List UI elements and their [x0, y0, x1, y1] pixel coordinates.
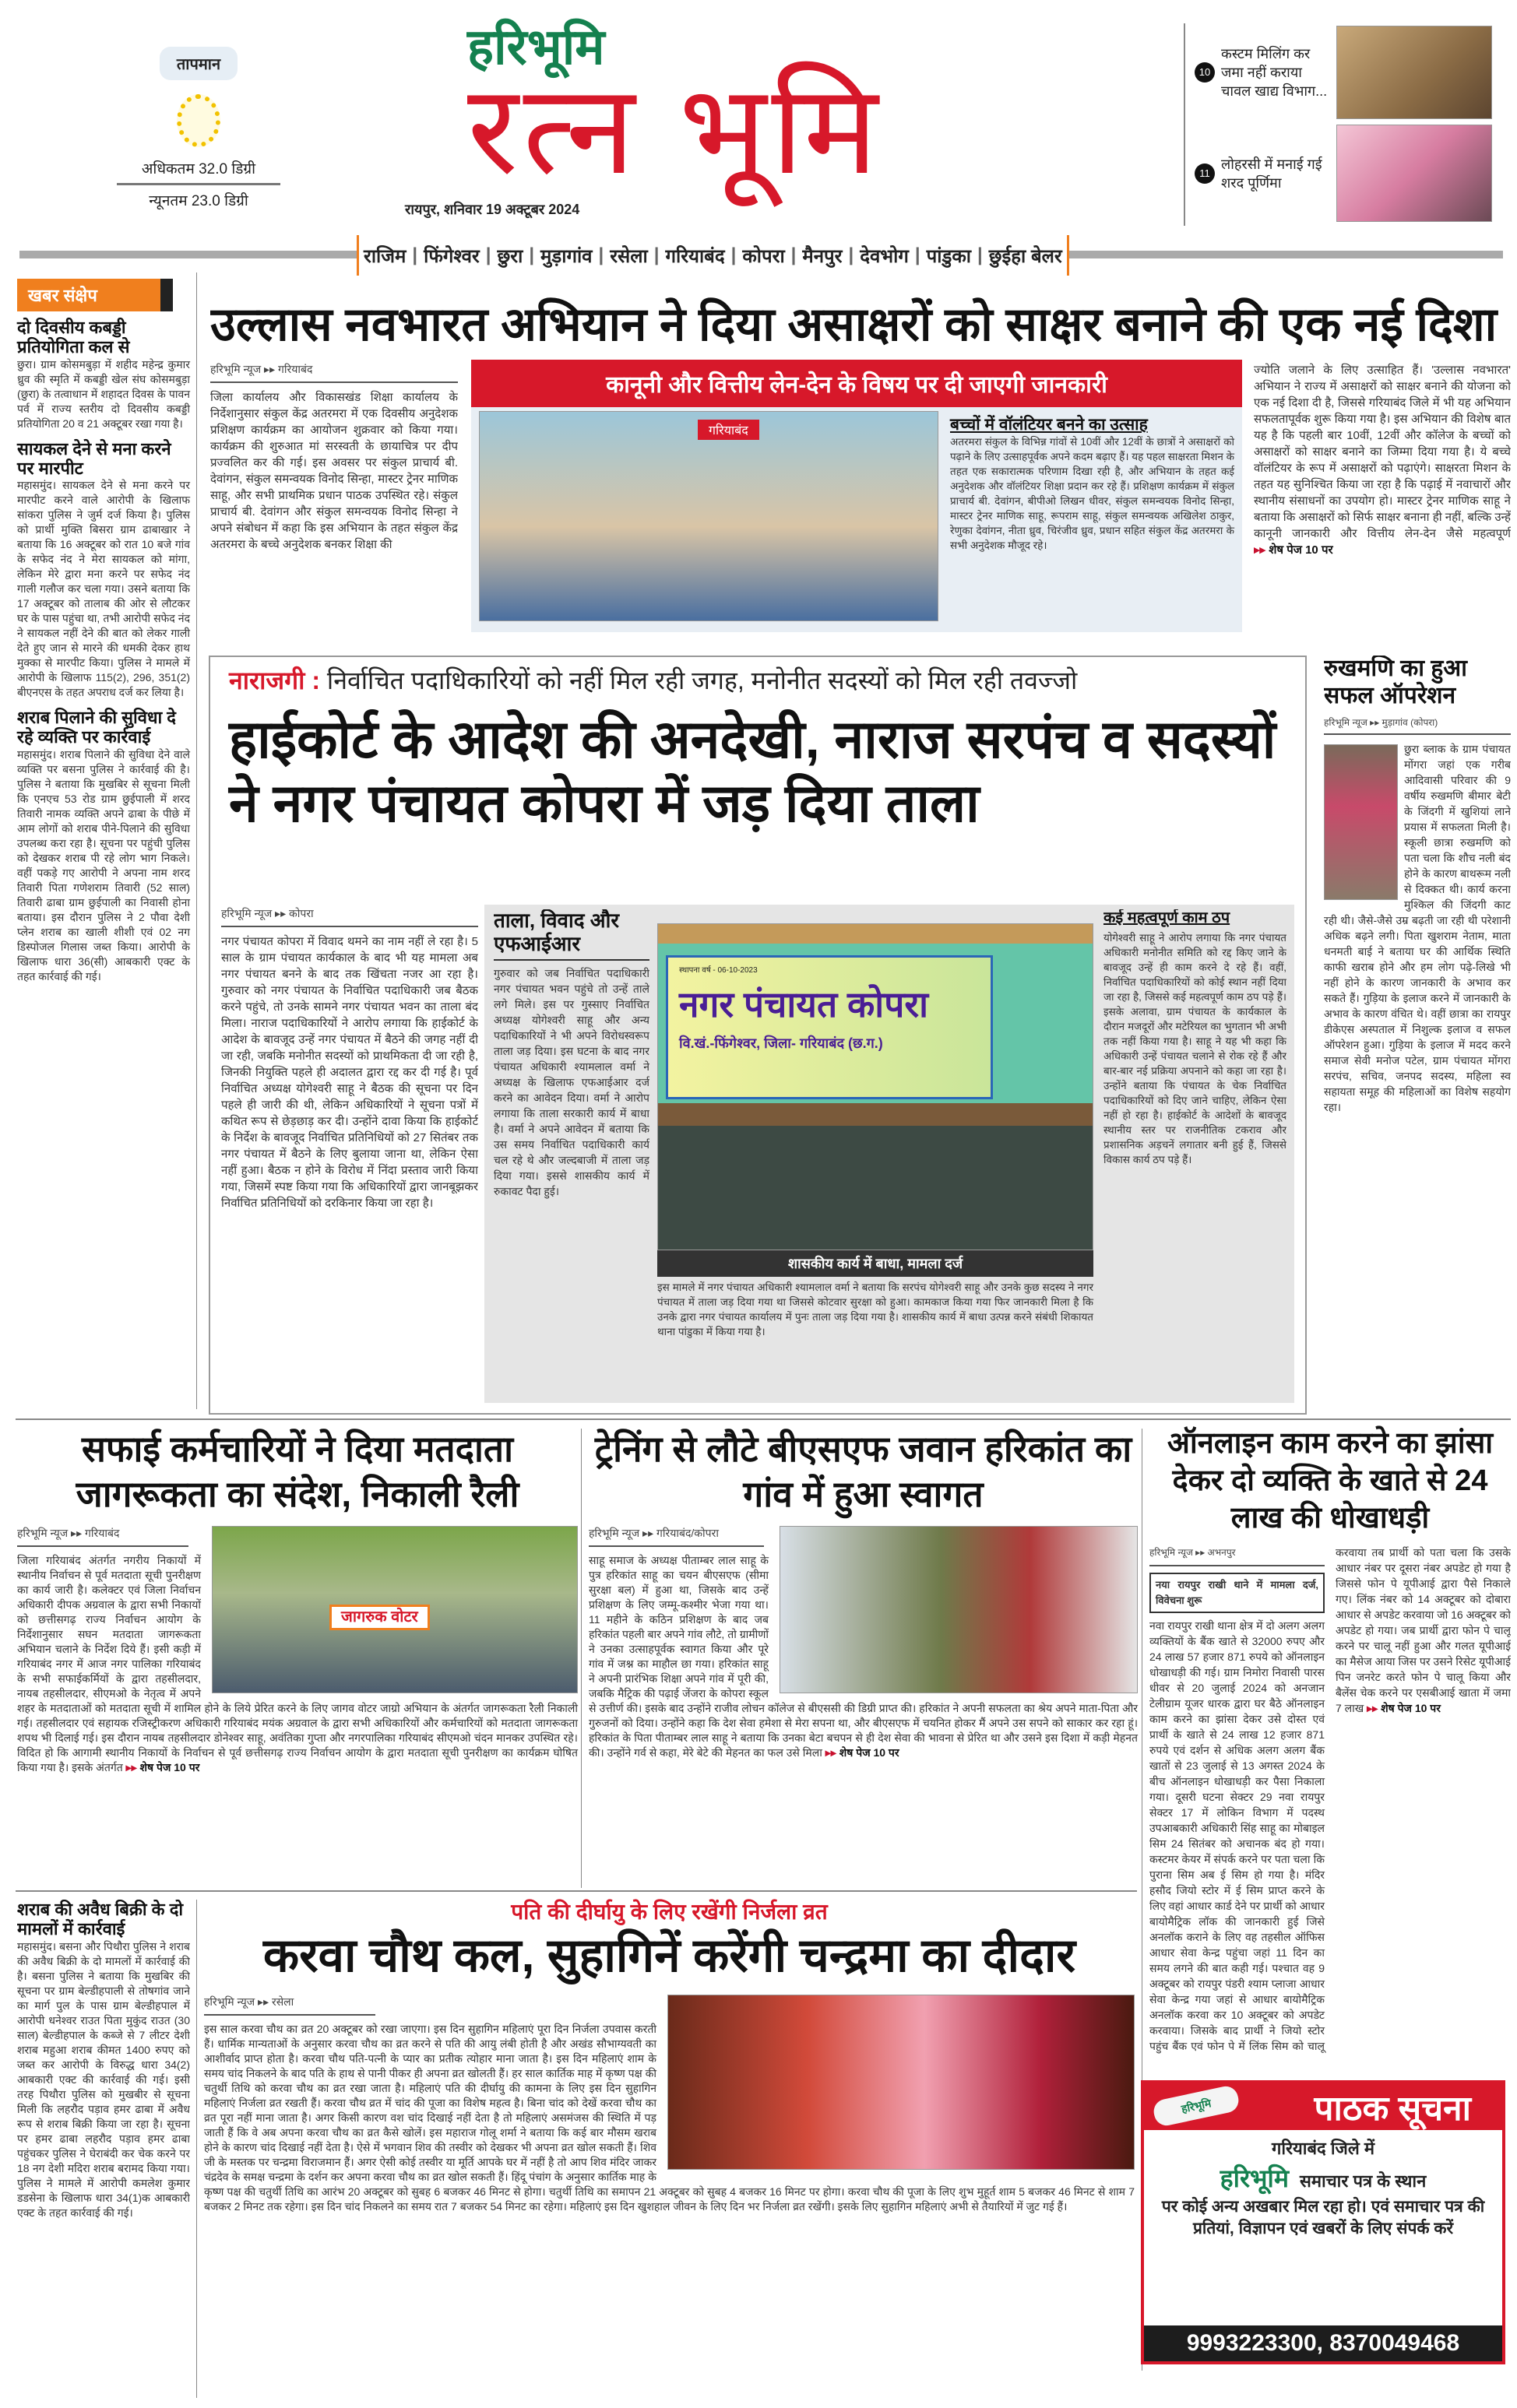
story5-headline: ट्रेनिंग से लौटे बीएसएफ जवान हरिकांत का गांव में हुआ स्वागत [594, 1429, 1132, 1514]
story4-text: जिला गरियाबंद अंतर्गत नगरीय निकायों में स्थानीय निर्वाचन से पूर्व मतदाता सूची पुनरीक्षण का कार्य जारी है। कलेक्टर एवं जिला निर्वाचन अधिकारी दीपक अग्रवाल के द्वारा सभी निकायों को छत्तीसगढ़ राज्य निर्वाचन आयोग के निर्देशानुसार सघन मतदाता जागरूकता अभियान चलाने के निर्देश दिये हैं। इसी कड़ी में गरियाबंद नगर में आज नगर पालिका गरियाबंद के सभी सफाईकर्मियों के द्वारा तहसीलदार, नायब तहसीलदार, सीएमओ के नेतृत्व में अपने शहर के मतदाताओं को मतदाता सूची में शामिल होने के लिये प्रेरित करने के लिए जागव वोटर जाग्रो अभियान के अंतर्गत जागरूकता रैली निकाली गई। तहसीलदार एवं सहायक रजिस्ट्रीकरण अधिकारी गरियाबंद मयंक अग्रवाल के द्वारा सभी अधिकारियों और कर्मचारियों को मतदाता जागरूकता शपथ भी दिलाई गई। इस दौरान नायब तहसीलदार डोनेश्वर साहू, अवंतिका गुप्ता और नगरपालिका गरियाबंद सीएमओ चंदन मानकर उपस्थित रहे। विदित हो कि आगामी स्थानीय निकायों के निर्वाचन से पूर्व छत्तीसगढ़ राज्य निर्वाचन आयोग के द्वारा मतदाता सूची पुनरीक्षण का कार्यक्रम घोषित किया गया है। इसके अंतर्गत [17, 1554, 578, 1773]
brand-logo: हरिभूमि [467, 19, 605, 75]
continued-text: शेष पेज 10 पर [1269, 543, 1333, 557]
continued-link[interactable]: ▸▸ शेष पेज 10 पर [125, 1761, 200, 1773]
nav-item[interactable]: मैनपुर [802, 245, 843, 267]
box-body: योगेश्वरी साहू ने आरोप लगाया कि नगर पंचायत अधिकारी मनोनीत समिति को रद्द किए जाने के बावजूद उन्हें ही काम करने दे रहे हैं। वहीं, निर्वाचित पदाधिकारियों को कोई स्थान नहीं दिया जा रहा है, जिससे कई महत्वपूर्ण काम ठप पड़े हैं। इसके अलावा, ग्राम पंचायत के कार्यकाल के दौरान मजदूरों और मटेरियल का भुगतान भी अभी तक नहीं किया गया है। साहू ने यह भी कहा कि अधिकारी उन्हें पंचायत चलाने से रोक रहे हैं और बार-बार नई प्रक्रिया अपनाने को कहा जा रहा है। उन्होंने बताया कि पंचायत के चेक निर्वाचित पदाधिकारियों को दिए जाने चाहिए, लेकिन ऐसा नहीं हो रहा है। हाईकोर्ट के आदेशों के बावजूद स्थानीय स्तर पर राजनीतिक टकराव और प्रशासनिक अड़चनें लगातार बनी हुई हैं, जिससे विकास कार्य ठप पड़े हैं। [1103, 932, 1286, 1165]
teaser-item[interactable] [1185, 23, 1511, 121]
nav-separator: | [529, 244, 535, 265]
box-title: कई महत्वपूर्ण काम ठप [1103, 909, 1230, 926]
story6 [1149, 1425, 1511, 2071]
story2-feature [484, 905, 1294, 1403]
reader-notice-ad[interactable] [1141, 2080, 1505, 2364]
byline: हरिभूमि न्यूज ▸▸ रसेला [204, 1995, 375, 2016]
feature-banner: कानूनी और वित्तीय लेन-देन के विषय पर दी जाएगी जानकारी [471, 360, 1242, 407]
byline: हरिभूमि न्यूज ▸▸ गरियाबंद [17, 1526, 188, 1547]
story6-body [1149, 1545, 1511, 2058]
story5 [589, 1426, 1138, 1760]
brief-body: महासमुंद। सायकल देने से मना करने पर मारपीट करने वाले आरोपी के खिलाफ सांकरा पुलिस ने जुर्म दर्ज किया है। पुलिस को प्रार्थी मुक्ति बिसरा ग्राम ढाबाखार ने बताया कि 16 अक्टूबर को रात 10 बजे गांव के सफेद नंद ने मेरा सायकल को मांगा, लेकिन मेरे द्वारा मना करने पर सफेद नंद गाली गलौज कर चला गया। उसने बताया कि 17 अक्टूबर को तालाब की ओर से लौटकर घर के पास पहुंचा था, तभी आरोपी सफेद नंद ने सायकल नहीं देने की बात को लेकर गाली देते हुए जान से मारने की धमकी देकर हाथ मुक्का से मारपीट किया। पुलिस ने मामले में आरोपी के खिलाफ 115(2), 296, 351(2) बीएनएस के तहत अपराध दर्ज कर लिया है। [17, 479, 190, 699]
ad-line: समाचार पत्र के स्थान [1299, 2171, 1427, 2191]
story1-body-cont [1254, 362, 1511, 558]
ad-line: गरियाबंद जिले में [1271, 2139, 1375, 2158]
teaser-text: लोहरसी में मनाई गई शरद पूर्णिमा [1221, 156, 1322, 191]
inset-box: नया रायपुर राखी थाने में मामला दर्ज, विवेचना शुरू [1149, 1573, 1325, 1613]
section-rule [16, 1890, 1137, 1892]
brief-body: महासमुंद। बसना और पिथौरा पुलिस ने शराब की अवैध बिक्री के दो मामलों में कार्रवाई की है। बसना पुलिस ने बताया कि मुखबिर की सूचना पर ग्राम बेल्डीहपाली से तोषगांव जाने का मार्ग पुल के पास ग्राम बेल्डीहपाल में आरोपी धनेश्वर राउत पिता मुकुंद राउत (30 साल) बेल्डीहपाल के कब्जे से 7 लीटर देशी शराब महुआ शराब कीमत 1400 रुपए को जब्त कर आरोपी के विरुद्ध धारा 34(2) आबकारी एक्ट की कार्रवाई की गई। इसी तरह पिथौरा पुलिस को मुखबीर से सूचना मिली कि लहरौद पड़ाव हमर ढाबा में अवैध रूप से शराब बिक्री किया जा रहा है। सूचना पर हमर ढाबा लहरौद पड़ाव हमर ढाबा पहुंचकर पुलिस ने घेराबंदी कर चेक करने पर 18 नग देशी मदिरा शराब बरामद किया गया। पुलिस ने मामले में आरोपी कमलेश कुमार डडसेना के खिलाफ धारा 34(1)क आबकारी एक्ट के तहत कार्रवाई की गई। [17, 1939, 190, 2219]
nav-item[interactable]: कोपरा [742, 245, 785, 267]
continued-link[interactable]: ▸▸ शेष पेज 10 पर [825, 1746, 899, 1759]
brief-body: महासमुंद। शराब पिलाने की सुविधा देने वाले व्यक्ति पर बसना पुलिस ने कार्रवाई की है। पुलिस ने बताया कि मुखबिर से सूचना मिली कि एनएच 53 रोड ग्राम छुईपाली में शरद तिवारी नामक व्यक्ति अपने ढाबा के पीछे में आम लोगों को शराब पीने-पिलाने की सुविधा उपलब्ध करा रहा है। सूचना पर पहुंची पुलिस को देखकर शराब पी रहे लोग भाग निकले। वहीं पकड़े गए आरोपी ने अपना नाम शरद तिवारी पिता गणेशराम तिवारी (52 साल) तिवारी ढाबा ग्राम छुईपाली का निवासी होना बताया। इस दौरान पुलिस ने 2 पौवा देशी प्लेन शराब का खाली शीशी एवं 02 नग डिस्पोजल गिलास जब्त किया। आरोपी के खिलाफ धारा 36(सी) आबकारी एक्ट के तहत कार्रवाई की गई। [17, 747, 190, 983]
nav-item[interactable]: पांडुका [926, 245, 971, 267]
side-box [494, 909, 649, 1392]
column-divider [581, 1429, 582, 1888]
byline: हरिभूमि न्यूज ▸▸ गरियाबंद [210, 362, 458, 383]
sign-year: स्थापना वर्ष - 06-10-2023 [679, 966, 758, 975]
story2-headline: हाईकोर्ट के आदेश की अनदेखी, नाराज सरपंच व सदस्यों ने नगर पंचायत कोपरा में जड़ दिया ताला [229, 710, 1276, 833]
side-title: ताला, विवाद और एफआईआर [494, 909, 649, 961]
column-divider [196, 272, 197, 1409]
ad-brand: हरिभूमि [1220, 2164, 1289, 2192]
newspaper-roll-icon: हरिभूमि [1152, 2084, 1241, 2128]
page-number-badge: 11 [1195, 163, 1215, 184]
weather-min: न्यूनतम 23.0 डिग्री [149, 193, 248, 209]
nav-separator: | [598, 244, 604, 265]
story2-main [221, 906, 478, 1404]
brief-item [17, 318, 190, 431]
story5-text: साहू समाज के अध्यक्ष पीताम्बर लाल साहू के पुत्र हरिकांत साहू का चयन बीएसएफ (सीमा सुरक्षा बल) में हुआ था, जिसके बाद उन्हें प्रशिक्षण के लिए जम्मू-कश्मीर भेजा गया था। 11 महीने के कठिन प्रशिक्षण के बाद जब हरिकांत पहली बार अपने गांव लौटे, तो ग्रामीणों ने उनका उत्साहपूर्वक स्वागत किया और पूरे गांव में जश्न का माहौल छा गया। हरिकांत साहू ने अपनी प्रारंभिक शिक्षा अपने गांव में पूरी की, जबकि मैट्रिक की पढ़ाई जेंजरा के कोपरा स्कूल से उत्तीर्ण की। इसके बाद उन्होंने राजीव लोचन कॉलेज से बीएससी की डिग्री प्राप्त की। हरिकांत ने अपनी सफलता का श्रेय अपने माता-पिता और गुरुजनों को दिया। उन्होंने कहा कि देश सेवा हमेशा से मेरा सपना था, और बीएसएफ में चयनित होकर मैं अपने उस सपने को साकार कर रहा हूं। हरिकांत के पिता पीताम्बर लाल साहू ने बताया कि उनका बेटा बचपन से ही देश सेवा की भावना से प्रेरित था और उसने इस दिशा में कड़ी मेहनत की। उन्होंने गर्व से कहा, मेरे बेटे की मेहनत का फल उसे मिला [589, 1554, 1138, 1759]
story3-body: छुरा ब्लाक के ग्राम पंचायत मोंगरा जहां एक गरीब आदिवासी परिवार की 9 वर्षीय रुखमणि बीमार बेटी के जिंदगी में खुशियां लाने प्रयास में सफलता मिली है। स्कूली छात्रा रुखमणि को पता चला कि शौच नली बंद होने के कारण बाथरूम नली से दिक्कत थी। कार्य करना मुश्किल की जिंदगी काट रही थी। जैसे-जैसे उम्र बढ़ती जा रही थी परेशानी अधिक बढ़ने लगी। पिता खुशराम नेताम, माता धनमती बाई ने बताया घर की आर्थिक स्थिति काफी खराब होने और हम लोग पढ़े-लिखे भी नहीं होने के कारण जानकारी के अभाव कर सकते हैं। गुड़िया के इलाज करने में जानकारी के अभाव के कारण वंचित थे। वहीं छात्रा का रायपुर डीकेएस अस्पताल में निशुल्क इलाज व सफल ऑपरेशन हुआ। गुड़िया के इलाज में मदद करने समाज सेवी मनोज पटेल, ग्राम पंचायत मोंगरा सरपंच, सचिव, जनपद सदस्य, महिला स्व सहायता समूह की महिलाओं का विशेष सहयोग रहा। [1324, 743, 1511, 1113]
brief-item [17, 439, 190, 701]
teaser-item[interactable] [1185, 121, 1511, 226]
story3-headline: रुखमणि का हुआ सफल ऑपरेशन [1324, 656, 1467, 708]
nav-item[interactable]: फिंगेश्वर [424, 245, 480, 267]
brief-column [17, 279, 190, 1415]
brief-item [17, 1900, 190, 2402]
story3 [1324, 656, 1511, 1415]
story2-box [209, 656, 1307, 1415]
continued-text: शेष पेज 10 पर [139, 1761, 200, 1773]
story2-body: नगर पंचायत कोपरा में विवाद थमने का नाम नहीं ले रहा है। 5 साल के ग्राम पंचायत कार्यकाल के बाद भी यह मामला अब नगर पंचायत बनने के बाद तक खिंचता नजर आ रहा है। गुरुवार को नगर पंचायत के निर्वाचित पदाधिकारी जब बैठक करने पहुंचे, तो उनके सामने नगर पंचायत भवन का ताला बंद मिला। नाराज पदाधिकारियों ने आरोप लगाया कि हाईकोर्ट के आदेश के बावजूद उन्हें नगर पंचायत में बैठने की जगह नहीं दी जा रही, जबकि मनोनीत सदस्यों को प्राथमिकता दी जा रही है, जिनकी नियुक्ति पहले ही अदालत द्वारा रद्द कर दी गई है। पूर्व निर्वाचित अध्यक्ष योगेश्वरी साहू ने बैठक की सूचना पर दिन पहले ही जारी की थी, लेकिन अधिकारियों ने सूचना पत्रों में कथित रूप से छेड़छाड़ कर दी। उन्होंने दावा किया कि हाईकोर्ट के निर्देश के बावजूद निर्वाचित प्रतिनिधियों को 27 सितंबर तक नगर पंचायत में बैठने के लिए बुलाया जाना था, लेकिन ऐसा नहीं हुआ। बैठक न होने के विरोध में निंदा प्रस्ताव जारी किया गया, जिसमें स्पष्ट किया गया कि अधिकारियों द्वारा जानबूझकर निर्वाचित प्रतिनिधियों को दरकिनार किया जा रहा है। [221, 935, 478, 1210]
sun-icon [177, 94, 220, 147]
photo-signboard [666, 955, 993, 1099]
nav-separator: | [653, 244, 660, 265]
story1-body: जिला कार्यालय और विकासखंड शिक्षा कार्यालय के निर्देशानुसार संकुल केंद्र अतरमरा में एक दिवसीय अनुदेशक प्रशिक्षण कार्यक्रम का आयोजन शुक्रवार को किया गया। कार्यक्रम की शुरुआत मां सरस्वती के छायाचित्र पर दीप प्रज्वलित कर की गई। इस अवसर पर संकुल प्राचार्य बी. देवांगन, संकुल समन्वयक विनोद सिन्हा, मास्टर ट्रेनर माणिक साहू, और सभी प्राथमिक प्रधान पाठक उपस्थित रहे। संकुल प्राचार्य बी. देवांगन और संकुल समन्वयक विनोद सिन्हा ने अपने संबोधन में कहा कि इस अभियान के तहत संकुल केंद्र अतरमरा के बच्चे अनुदेशक बनकर शिक्षा की [210, 391, 458, 551]
story5-body [589, 1526, 1138, 1760]
soldier-photo [780, 1526, 1138, 1693]
ad-title: पाठक सूचना [1314, 2090, 1471, 2128]
ad-header [1144, 2083, 1502, 2130]
brief-title: सायकल देने से मना करने पर मारपीट [17, 438, 171, 478]
story1-headline: उल्लास नवभारत अभियान ने दिया असाक्षरों को साक्षर बनाने की एक नई दिशा [210, 298, 1498, 350]
story1-feature [471, 360, 1242, 632]
nagar-panchayat-photo [657, 923, 1093, 1250]
brief-title: शराब की अवैध बिक्री के दो मामलों में कार्रवाई [17, 1900, 184, 1939]
side-body: गुरुवार को जब निर्वाचित पदाधिकारी नगर पंचायत भवन पहुंचे तो उन्हें ताले लगे मिले। इस पर गुस्साए निर्वाचित अध्यक्ष योगेश्वरी साहू और अन्य पदाधिकारियों ने भी अपने विरोधस्वरूप ताला जड़ दिया। इस घटना के बाद नगर पंचायत अधिकारी श्यामलाल वर्मा ने अध्यक्ष के खिलाफ एफआईआर दर्ज करने का आवेदन दिया। वर्मा ने आरोप लगाया कि ताला सरकारी कार्य में बाधा है। वर्मा ने अपने आवेदन में बताया कि उस समय निर्वाचित पदाधिकारी कार्य चल रहे थे और जल्दबाजी में ताला जड़ दिया गया। इससे शासकीय कार्य में रुकावट पैदा हुई। [494, 966, 649, 1197]
nav-separator: | [914, 244, 920, 265]
box-body: अतरमरा संकुल के विभिन्न गांवों से 10वीं और 12वीं के छात्रों ने असाक्षरों को पढ़ाने के लिए उत्साहपूर्वक अपने कदम बढ़ाए हैं। यह पहल साक्षरता मिशन के तहत एक सकारात्मक परिणाम दिखा रही है, और अभियान के तहत कई अनुदेशक और वॉलंटियर शिक्षा प्रदान कर रहे हैं। प्रशिक्षण कार्यक्रम में संकुल प्राचार्य बी. देवांगन, बीपीओ लिखन धीवर, संकुल समन्वयक विनोद सिन्हा, मास्टर ट्रेनर माणिक साहू, रूपराम साहू, संकुल समन्वयक अखिलेश ठाकुर, रेणुका देवांगन, नीता ध्रुव, चिरंजीव ध्रुव, प्रधान सहित संकुल केंद्र अतरमरा के सभी अनुदेशक मौजूद रहे। [950, 436, 1234, 552]
brief-label: खबर संक्षेप [17, 279, 173, 311]
story7-text: इस साल करवा चौथ का व्रत 20 अक्टूबर को रखा जाएगा। इस दिन सुहागिन महिलाएं पूरा दिन निर्जला उपवास करती हैं। धार्मिक मान्यताओं के अनुसार करवा चौथ का व्रत करने से पति की आयु लंबी होती है और अखंड सौभाग्यवती का आशीर्वाद प्राप्त होता है। करवा चौथ पति-पत्नी के प्यार का प्रतीक त्योहार माना जाता है। इस दिन महिलाएं शाम के समय चांद निकलने के बाद पति के हाथ से पानी पीकर ही अपना व्रत खोलती हैं। हर साल कार्तिक माह में कृष्ण पक्ष की चतुर्थी तिथि को करवा चौथ का व्रत रखा जाता है। महिलाएं पति की दीर्घायु की कामना के लिए इस दिन सुहागिन महिलाएं निर्जला व्रत रखती हैं। करवा चौथ व्रत में चांद की पूजा का विशेष महत्व है। बिना चांद को देखें करवा चौथ का व्रत पूरा नहीं माना जाता है। अगर किसी कारण वश चांद दिखाई नहीं देता है तो महिलाएं असमंजस की स्थिति में पड़ जाती हैं कि वे अब अपना करवा चौथ का व्रत कैसे खोलें। इस महाराज गोलू शर्मा ने बताया कि कई बार मौसम खराब होने के कारण चांद दिखाई नहीं देता है। ऐसे में भगवान शिव की तस्वीर को देखकर भी अपना व्रत खोल सकती हैं। शिव जी के मस्तक पर चन्द्रमा विराजमान हैं। अगर ऐसी कोई तस्वीर या मूर्ति आपके घर में नहीं है तो आप शिव मंदिर जाकर चंद्रदेव के समक्ष चन्द्रमा के दर्शन कर अपना करवा चौथ का व्रत खोल सकती हैं। हिंदू पंचांग के अनुसार कार्तिक माह के कृष्ण पक्ष की चतुर्थी तिथि का आरंभ 20 अक्टूबर को सुबह 6 बजकर 46 मिनट से होगा। चतुर्थी तिथि का समापन 21 अक्टूबर को सुबह 4 बजकर 16 मिनट पर होगा। करवा चौथ की पूजा के लिए शुभ मुहूर्त शाम 5 बजकर 46 मिनट से शाम 7 बजकर 2 मिनट तक रहेगा। इस दिन चांद निकलने का समय रात 7 बजकर 54 मिनट का रहेगा। महिलाएं इस दिन खुशहाल जीवन के लिए दिन भर निर्जला व्रत रखेंगी। इसके लिए सुहागिन महिलाएं अभी से तैयारियों में जुट गई हैं। [204, 2023, 1135, 2213]
byline: हरिभूमि न्यूज ▸▸ अभनपुर [1149, 1545, 1325, 1566]
continued-link[interactable]: ▸▸ शेष पेज 10 पर [1254, 543, 1333, 557]
nav-separator: | [848, 244, 854, 265]
brief-item [17, 708, 190, 984]
page-number-badge: 10 [1195, 62, 1215, 83]
story7-kicker: पति की दीर्घायु के लिए रखेंगी निर्जला व्रत [511, 1900, 828, 1924]
column-divider [196, 1900, 197, 2398]
ad-line: पर कोई अन्य अखबार मिल रहा हो। एवं समाचार पत्र की प्रतियां, विज्ञापन एवं खबरों के लिए संपर्क करें [1161, 2198, 1485, 2238]
weather-label: तापमान [160, 47, 238, 80]
story1-photo-training [479, 411, 938, 621]
continued-link[interactable]: ▸▸ शेष पेज 10 पर [1367, 1702, 1441, 1714]
story1-text: ज्योति जलाने के लिए उत्साहित हैं। 'उल्लास नवभारत' अभियान ने राज्य में असाक्षरों को साक्षर बनाने की योजना को एक नई दिशा दी है, जिससे गरियाबंद जिले में भी यह अभियान सफलतापूर्वक शुरू किया गया है। इस अभियान की विशेष बात यह है कि पहली बार 10वीं, 12वीं और कॉलेज के बच्चों को असाक्षरों को साक्षर बनाने का जिम्मा दिया गया है। ये बच्चे वॉलंटियर के रूप में असाक्षरों को पढ़ाएंगे। साक्षरता मिशन के तहत यह सुनिश्चित किया जा रहा है कि पढ़ाई में नवाचारों और स्थानीय संसाधनों का उपयोग हो। मास्टर ट्रेनर माणिक साहू ने बताया कि असाक्षरों को सिर्फ साक्षर बनाना ही नहीं, बल्कि उन्हें कानूनी जानकारी और वित्तीय लेन-देन जैसे महत्वपूर्ण [1254, 364, 1511, 540]
nav-separator: | [485, 244, 491, 265]
teasers [1184, 23, 1511, 226]
kicker-label: नाराजगी : [229, 666, 321, 694]
story4-headline: सफाई कर्मचारियों ने दिया मतदाता जागरूकता का संदेश, निकाली रैली [76, 1429, 519, 1514]
sign-title: नगर पंचायत कोपरा [679, 984, 929, 1025]
continued-text: शेष पेज 10 पर [1381, 1702, 1441, 1714]
teaser-photo-celebration [1336, 125, 1492, 222]
brief-body: छुरा। ग्राम कोसमबुड़ा में शहीद महेन्द्र कुमार ध्रुव की स्मृति में कबड्डी खेल संघ कोसमबुड़ा (छुरा) के तत्वाधान में शहादत दिवस के पावन पर्व में राज्य स्तरीय दो दिवसीय कबड्डी प्रतियोगिता 20 व 21 अक्टूबर रखा गया है। [17, 357, 190, 430]
nav-item[interactable]: देवभोग [860, 245, 909, 267]
byline: हरिभूमि न्यूज ▸▸ कोपरा [221, 906, 478, 927]
nav-item[interactable]: गरियाबंद [665, 245, 725, 267]
story6-text: नवा रायपुर राखी थाना क्षेत्र में दो अलग अलग व्यक्तियों के बैंक खाते से 32000 रुपए और 24 लाख 57 हजार 871 रुपये को ऑनलाइन धोखाधड़ी की गई। ग्राम निमोरा निवासी पारस धीवर से 20 जुलाई 2024 को अनजान टेलीग्राम यूजर धारक द्वारा घर बैठे ऑनलाइन काम करने का झांसा देकर उसे दोस्त एवं प्रार्थी के खाते से 24 लाख 12 हजार 871 रुपये एवं दर्शन से अधिक अलग अलग बैंक खातों से 23 जुलाई से 13 अगस्त 2024 के बीच ऑनलाइन धोखाधड़ी कर पैसा निकाला गया। दूसरी घटना सेक्टर 29 नवा रायपुर सेक्टर 17 में लोकिन विभाग में पदस्थ उपआबकारी अधिकारी सिंह साहू का मोबाइल सिम 24 सितंबर को अचानक बंद हो गया। कस्टमर केयर में संपर्क करने पर पता चला कि पुराना सिम अब ई सिम हो गया है। मंदिर हसौद जियो स्टोर में ई सिम प्राप्त करने के लिए वहां आधार कार्ड देने पर प्रार्थी को आधार बायोमैट्रिक लॉक की जानकारी हुई जिसे अनलॉक कराने के लिए वह तहसील ऑफिस आधार सेवा केन्द्र पहुंचा जहां 11 दिन का समय लगने की बात कही गई। पश्चात वह 9 अक्टूबर को रायपुर पंडरी श्याम प्लाजा आधार सेवा केन्द्र गया जहां से आधार बायोमैट्रिक अनलॉक करवा कर 10 अक्टूबर को अपडेट करवाया। जिसके बाद प्रार्थी ने जियो स्टोर पहुंच बैंक एवं फोन पे में लिंक सिम को चालू करवाया तब प्रार्थी को पता चला कि उसके आधार नंबर पर दूसरा नंबर अपडेट हो गया है जिससे फोन पे यूपीआई द्वारा पैसे निकाले गए। लिंक नंबर को 14 अक्टूबर को दोबारा आधार से अपडेट करवाया जो 16 अक्टूबर को अपडेट हो गया। जब प्रार्थी द्वारा फोन पे चालू करने पर चालू नहीं हुआ और गलत यूपीआई का मैसेज आया जिस पर उसने रिसेट यूपीआई पिन जनरेट करते फोन पे चालू किया और बैलेंस चेक करने पर एसबीआई खाता में जमा 7 लाख [1149, 1546, 1511, 2052]
ad-phone-numbers: 9993223300, 8370049468 [1144, 2325, 1502, 2361]
nav-separator: | [790, 244, 797, 265]
karwa-chauth-photo [667, 1995, 1135, 2170]
sign-subtitle: वि.खं.-फिंगेश्वर, जिला- गरियाबंद (छ.ग.) [679, 1035, 883, 1051]
box-title: बच्चों में वॉलंटियर बनने का उत्साह [950, 416, 1148, 434]
ad-body [1144, 2130, 1502, 2240]
story4-body [17, 1526, 578, 1775]
weather-box [117, 47, 280, 226]
rally-banner-text: जागरुक वोटर [329, 1605, 430, 1630]
nav-item[interactable]: छुरा [497, 245, 523, 267]
story1-right [1254, 362, 1511, 635]
teaser-photo-rice-sacks [1336, 26, 1492, 119]
masthead-logo [405, 19, 1059, 230]
nav-separator: | [977, 244, 983, 265]
story7-headline: करवा चौथ कल, सुहागिनें करेंगी चन्द्रमा का दीदार [262, 1929, 1076, 1981]
byline: हरिभूमि न्यूज ▸▸ गरियाबंद/कोपरा [589, 1526, 764, 1547]
brief-title: दो दिवसीय कबड्डी प्रतियोगिता कल से [17, 318, 130, 357]
nav-item[interactable]: रसेला [610, 245, 648, 267]
kicker-text: निर्वाचित पदाधिकारियों को नहीं मिल रही जगह, मनोनीत सदस्यों को मिल रही तवज्जो [326, 666, 1078, 694]
teaser-text: कस्टम मिलिंग कर जमा नहीं कराया चावल खाद्य विभाग... [1221, 45, 1328, 99]
story4 [17, 1426, 578, 1775]
works-stalled-box [1103, 909, 1286, 1392]
byline: हरिभूमि न्यूज ▸▸ मुड़ागांव (कोपरा) [1324, 715, 1511, 735]
photo-signboard: गरियाबंद [698, 420, 759, 440]
story2-kicker [210, 657, 1305, 703]
nav-item[interactable]: राजिम [364, 245, 407, 267]
girl-photo [1324, 744, 1398, 900]
ad-brand-line [1152, 2161, 1494, 2195]
story7-body [204, 1995, 1135, 2214]
continued-text: शेष पेज 10 पर [839, 1746, 899, 1759]
nav-item[interactable]: मुड़ागांव [540, 245, 593, 267]
nav-separator: | [412, 244, 418, 265]
nav-separator: | [730, 244, 737, 265]
weather-max: अधिकतम 32.0 डिग्री [117, 158, 280, 185]
section-rule [16, 1418, 1511, 1420]
story7 [204, 1897, 1135, 2214]
story6-headline: ऑनलाइन काम करने का झांसा देकर दो व्यक्ति के खाते से 24 लाख की धोखाधड़ी [1167, 1427, 1494, 1534]
locality-nav [357, 235, 1069, 276]
rally-photo [212, 1526, 578, 1693]
nav-item[interactable]: छुईहा बेलर [988, 245, 1062, 267]
story1-left [210, 362, 458, 635]
volunteer-box [950, 416, 1234, 553]
photo-caption: शासकीय कार्य में बाधा, मामला दर्ज [657, 1250, 1093, 1277]
brief-title: शराब पिलाने की सुविधा दे रहे व्यक्ति पर कार्रवाई [17, 708, 176, 747]
caption-body: इस मामले में नगर पंचायत अधिकारी श्यामलाल वर्मा ने बताया कि सरपंच योगेश्वरी साहू और उनके कुछ सदस्य ने नगर पंचायत में ताला जड़ दिया गया था जिससे कोटवार सुरक्षा को हुआ। कामकाज किया गया फिर जानकारी मिला है कि उनके द्वारा नगर पंचायत कार्यालय में पुनः ताला जड़ दिया गया है। शासकीय कार्य में बाधा उत्पन्न करने संबंधी शिकायत थाना पांडुका में किया गया है। [657, 1281, 1093, 1338]
dateline: रायपुर, शनिवार 19 अक्टूबर 2024 [405, 202, 580, 217]
edition-title: रत्न भूमि [467, 60, 883, 199]
